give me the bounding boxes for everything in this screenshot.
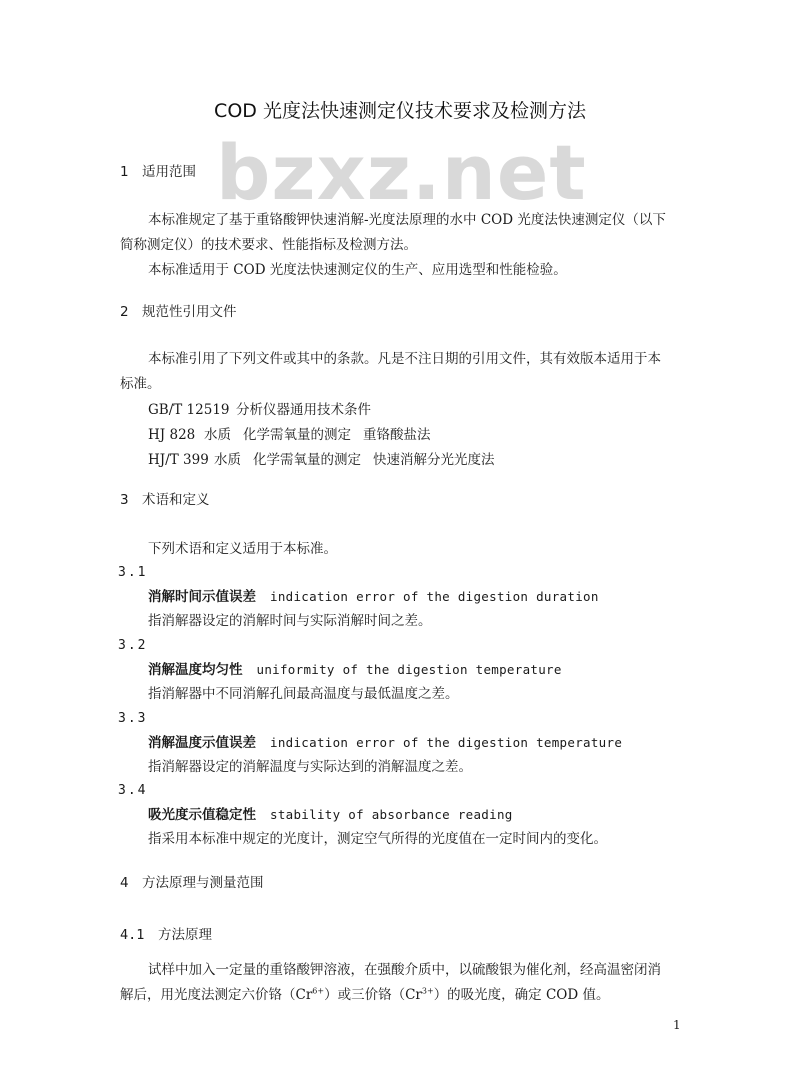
text-run: 解后，用光度法测定六价铬（Cr — [120, 987, 313, 1003]
term-chinese: 消解温度示值误差 — [148, 735, 256, 751]
section-2-heading — [120, 303, 237, 321]
reference-title-part: 水质 — [214, 452, 241, 468]
term-english: uniformity of the digestion temperature — [256, 662, 562, 677]
paragraph-line: 本标准适用于 COD 光度法快速测定仪的生产、应用选型和性能检验。 — [148, 262, 567, 278]
section-number: 1 — [120, 164, 129, 180]
term-chinese: 消解时间示值误差 — [148, 589, 256, 605]
reference-title: 分析仪器通用技术条件 — [236, 402, 371, 418]
section-title: 术语和定义 — [142, 492, 210, 508]
paragraph-line: 试样中加入一定量的重铬酸钾溶液，在强酸介质中，以硫酸银为催化剂，经高温密闭消 — [148, 962, 661, 978]
section-number: 3 — [120, 492, 129, 508]
term-chinese: 消解温度均匀性 — [148, 662, 243, 678]
paragraph-line — [120, 986, 610, 1004]
superscript: 6+ — [312, 986, 325, 996]
reference-code: HJ/T 399 — [148, 452, 209, 468]
section-number: 2 — [120, 304, 129, 320]
section-1-heading — [120, 163, 196, 181]
term-definition: 指消解器中不同消解孔间最高温度与最低温度之差。 — [148, 686, 459, 702]
term-heading — [148, 661, 562, 679]
text-run: ）的吸光度，确定 COD 值。 — [433, 987, 610, 1003]
subsection-number: 4.1 — [120, 927, 145, 943]
term-number: 3.1 — [118, 565, 148, 580]
reference-code: GB/T 12519 — [148, 402, 230, 418]
term-english: indication error of the digestion duration — [270, 589, 599, 604]
term-english: stability of absorbance reading — [270, 807, 513, 822]
section-4-heading — [120, 874, 264, 892]
term-chinese: 吸光度示值稳定性 — [148, 807, 256, 823]
reference-item — [148, 426, 431, 444]
reference-item — [148, 401, 371, 419]
term-definition: 指消解器设定的消解温度与实际达到的消解温度之差。 — [148, 759, 472, 775]
term-english: indication error of the digestion temperature — [270, 735, 623, 750]
reference-title-part: 水质 — [204, 427, 231, 443]
section-3-heading — [120, 491, 210, 509]
term-heading — [148, 806, 513, 824]
reference-title-part: 化学需氧量的测定 — [253, 452, 361, 468]
term-definition: 指消解器设定的消解时间与实际消解时间之差。 — [148, 613, 432, 629]
reference-title-part: 重铬酸盐法 — [363, 427, 431, 443]
reference-item — [148, 451, 495, 469]
subsection-4-1-heading — [120, 926, 212, 944]
section-number: 4 — [120, 875, 129, 891]
page-number: 1 — [673, 1018, 681, 1032]
superscript: 3+ — [421, 986, 434, 996]
term-number: 3.4 — [118, 783, 148, 798]
section-title: 规范性引用文件 — [142, 304, 237, 320]
term-number: 3.2 — [118, 638, 148, 653]
watermark: bzxz.net — [216, 128, 587, 217]
reference-code: HJ 828 — [148, 427, 196, 443]
paragraph-line: 本标准规定了基于重铬酸钾快速消解-光度法原理的水中 COD 光度法快速测定仪（以下 — [148, 212, 666, 228]
reference-title-part: 快速消解分光光度法 — [373, 452, 495, 468]
text-run: ）或三价铬（Cr — [324, 987, 422, 1003]
term-number: 3.3 — [118, 711, 148, 726]
subsection-title: 方法原理 — [158, 927, 212, 943]
paragraph-line: 本标准引用了下列文件或其中的条款。凡是不注日期的引用文件，其有效版本适用于本 — [148, 351, 661, 367]
term-heading — [148, 588, 599, 606]
document-title: COD 光度法快速测定仪技术要求及检测方法 — [214, 100, 586, 122]
paragraph-line: 标准。 — [120, 376, 161, 392]
reference-title-part: 化学需氧量的测定 — [243, 427, 351, 443]
term-definition: 指采用本标准中规定的光度计，测定空气所得的光度值在一定时间内的变化。 — [148, 831, 607, 847]
paragraph-line: 下列术语和定义适用于本标准。 — [148, 541, 337, 557]
section-title: 适用范围 — [142, 164, 196, 180]
paragraph-line: 简称测定仪）的技术要求、性能指标及检测方法。 — [120, 237, 417, 253]
term-heading — [148, 734, 622, 752]
section-title: 方法原理与测量范围 — [142, 875, 264, 891]
